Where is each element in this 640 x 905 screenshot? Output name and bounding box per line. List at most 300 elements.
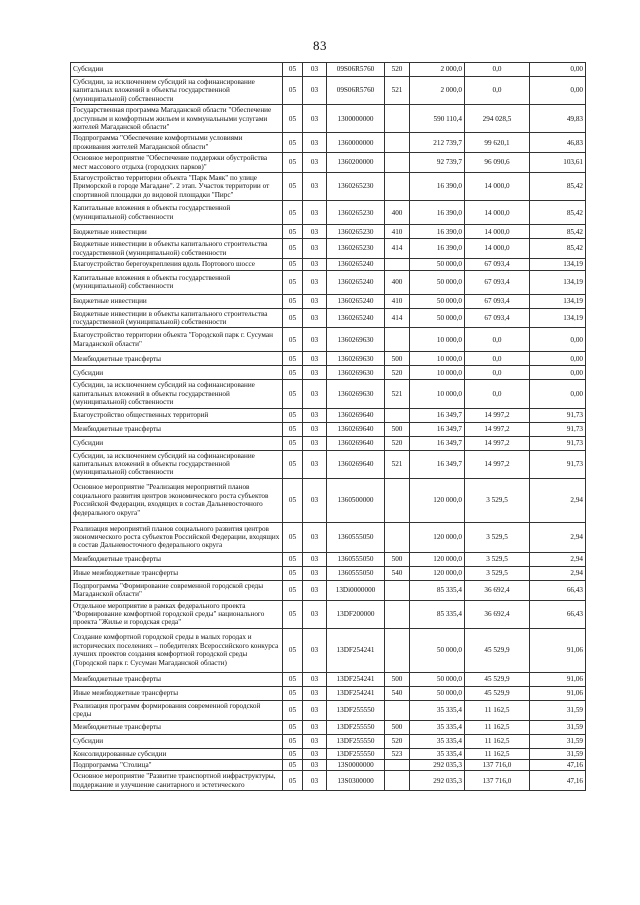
execution-percent: 2,94 [530,522,586,552]
planned-amount: 2 000,0 [410,77,465,105]
item-name: Капитальные вложения в объекты государственной (муниципальной) собственности [71,270,283,294]
table-row [71,153,586,173]
planned-amount: 120 000,0 [410,552,465,566]
subsection-code: 03 [303,63,327,77]
item-name: Основное мероприятие "Обеспечение поддержки обустройства мест массового отдыха (городских парков)" [71,153,283,173]
target-article-code: 1360500000 [327,478,385,522]
section-code: 05 [283,734,303,748]
target-article-code: 1360200000 [327,153,385,173]
subsection-code: 03 [303,734,327,748]
table-row [71,628,586,672]
planned-amount: 16 390,0 [410,225,465,239]
actual-amount: 11 162,5 [465,700,530,720]
item-name: Реализация программ формирования современной городской среды [71,700,283,720]
section-code: 05 [283,133,303,153]
section-code: 05 [283,720,303,734]
execution-percent: 47,16 [530,771,586,791]
actual-amount: 0,0 [465,352,530,366]
actual-amount: 11 162,5 [465,748,530,759]
actual-amount: 14 000,0 [465,225,530,239]
target-article-code: 1360269640 [327,436,385,450]
target-article-code: 13Di0000000 [327,580,385,600]
section-code: 05 [283,566,303,580]
item-name: Субсидии [71,436,283,450]
subsection-code: 03 [303,408,327,422]
subsection-code: 03 [303,352,327,366]
table-row [71,600,586,628]
actual-amount: 0,0 [465,328,530,352]
table-row [71,700,586,720]
section-code: 05 [283,436,303,450]
table-row [71,686,586,700]
expense-type-code [385,700,410,720]
execution-percent: 91,73 [530,450,586,478]
execution-percent: 91,73 [530,408,586,422]
expense-type-code [385,105,410,133]
planned-amount: 16 349,7 [410,408,465,422]
target-article-code: 13DF255550 [327,734,385,748]
execution-percent: 31,59 [530,700,586,720]
expense-type-code: 500 [385,422,410,436]
actual-amount: 14 000,0 [465,173,530,201]
expense-type-code: 540 [385,566,410,580]
actual-amount: 0,0 [465,380,530,408]
subsection-code: 03 [303,522,327,552]
expense-type-code: 520 [385,734,410,748]
execution-percent: 31,59 [530,734,586,748]
actual-amount: 67 093,4 [465,308,530,328]
subsection-code: 03 [303,201,327,225]
section-code: 05 [283,422,303,436]
expense-type-code: 414 [385,239,410,259]
planned-amount: 120 000,0 [410,522,465,552]
target-article-code: 1360269640 [327,450,385,478]
item-name: Благоустройство берегоукрепления вдоль Портового шоссе [71,259,283,270]
planned-amount: 590 110,4 [410,105,465,133]
actual-amount: 96 090,6 [465,153,530,173]
subsection-code: 03 [303,239,327,259]
section-code: 05 [283,760,303,771]
execution-percent: 91,06 [530,628,586,672]
subsection-code: 03 [303,720,327,734]
expense-type-code [385,771,410,791]
item-name: Создание комфортной городской среды в малых городах и исторических поселениях – победителях Всероссийского конкурса лучших проектов создания комфортной городской среды (Городской парк г. Сусуман Магаданской области) [71,628,283,672]
table-row [71,522,586,552]
item-name: Бюджетные инвестиции [71,294,283,308]
section-code: 05 [283,748,303,759]
expense-type-code: 521 [385,380,410,408]
item-name: Бюджетные инвестиции в объекты капитального строительства государственной (муниципальной) собственности [71,308,283,328]
execution-percent: 0,00 [530,77,586,105]
expense-type-code [385,760,410,771]
section-code: 05 [283,600,303,628]
actual-amount: 3 529,5 [465,478,530,522]
expense-type-code [385,259,410,270]
planned-amount: 120 000,0 [410,478,465,522]
target-article-code: 1360265240 [327,259,385,270]
execution-percent: 91,06 [530,686,586,700]
target-article-code: 1360269640 [327,422,385,436]
planned-amount: 10 000,0 [410,380,465,408]
section-code: 05 [283,328,303,352]
item-name: Межбюджетные трансферты [71,422,283,436]
planned-amount: 2 000,0 [410,63,465,77]
subsection-code: 03 [303,700,327,720]
execution-percent: 0,00 [530,380,586,408]
item-name: Основное мероприятие "Реализация мероприятий планов социального развития центров экономического роста субъектов Российской Федерации, входящих в состав Дальневосточного федерального округа" [71,478,283,522]
expense-type-code [385,580,410,600]
expense-type-code: 520 [385,366,410,380]
table-row [71,580,586,600]
section-code: 05 [283,105,303,133]
table-row [71,270,586,294]
table-row [71,450,586,478]
execution-percent: 134,19 [530,294,586,308]
item-name: Субсидии, за исключением субсидий на софинансирование капитальных вложений в объекты государственной (муниципальной) собственности [71,380,283,408]
expense-type-code [385,600,410,628]
expense-type-code [385,133,410,153]
execution-percent: 66,43 [530,580,586,600]
expense-type-code: 521 [385,77,410,105]
actual-amount: 14 997,2 [465,450,530,478]
execution-percent: 134,19 [530,270,586,294]
section-code: 05 [283,771,303,791]
subsection-code: 03 [303,771,327,791]
section-code: 05 [283,628,303,672]
section-code: 05 [283,201,303,225]
table-row [71,760,586,771]
subsection-code: 03 [303,450,327,478]
execution-percent: 66,43 [530,600,586,628]
planned-amount: 16 390,0 [410,201,465,225]
table-row [71,63,586,77]
section-code: 05 [283,522,303,552]
section-code: 05 [283,153,303,173]
item-name: Бюджетные инвестиции в объекты капитального строительства государственной (муниципальной) собственности [71,239,283,259]
item-name: Субсидии [71,734,283,748]
table-row [71,352,586,366]
actual-amount: 45 529,9 [465,672,530,686]
execution-percent: 134,19 [530,259,586,270]
table-row [71,771,586,791]
planned-amount: 10 000,0 [410,366,465,380]
target-article-code: 1360265230 [327,225,385,239]
planned-amount: 85 335,4 [410,580,465,600]
item-name: Отдельное мероприятие в рамках федерального проекта "Формирование комфортной городской среды" национального проекта "Жилье и городская среда" [71,600,283,628]
table-row [71,720,586,734]
subsection-code: 03 [303,366,327,380]
planned-amount: 50 000,0 [410,672,465,686]
target-article-code: 1360555050 [327,522,385,552]
section-code: 05 [283,700,303,720]
expense-type-code: 500 [385,552,410,566]
planned-amount: 50 000,0 [410,686,465,700]
table-body [71,63,586,791]
item-name: Консолидированные субсидии [71,748,283,759]
expense-type-code [385,153,410,173]
actual-amount: 0,0 [465,77,530,105]
table-row [71,259,586,270]
subsection-code: 03 [303,760,327,771]
planned-amount: 50 000,0 [410,294,465,308]
subsection-code: 03 [303,133,327,153]
expense-type-code: 400 [385,270,410,294]
subsection-code: 03 [303,380,327,408]
actual-amount: 14 997,2 [465,436,530,450]
execution-percent: 103,61 [530,153,586,173]
actual-amount: 45 529,9 [465,628,530,672]
actual-amount: 3 529,5 [465,552,530,566]
target-article-code: 1360265230 [327,201,385,225]
subsection-code: 03 [303,105,327,133]
execution-percent: 0,00 [530,366,586,380]
planned-amount: 50 000,0 [410,270,465,294]
table-row [71,408,586,422]
execution-percent: 47,16 [530,760,586,771]
actual-amount: 45 529,9 [465,686,530,700]
subsection-code: 03 [303,77,327,105]
item-name: Капитальные вложения в объекты государственной (муниципальной) собственности [71,201,283,225]
table-row [71,201,586,225]
item-name: Государственная программа Магаданской области "Обеспечение доступным и комфортным жильем и коммунальными услугами жителей Магаданской области" [71,105,283,133]
section-code: 05 [283,225,303,239]
target-article-code: 1360269630 [327,328,385,352]
subsection-code: 03 [303,748,327,759]
table-row [71,294,586,308]
expense-type-code: 540 [385,686,410,700]
actual-amount: 67 093,4 [465,259,530,270]
planned-amount: 10 000,0 [410,328,465,352]
item-name: Иные межбюджетные трансферты [71,686,283,700]
section-code: 05 [283,173,303,201]
actual-amount: 3 529,5 [465,566,530,580]
actual-amount: 0,0 [465,366,530,380]
subsection-code: 03 [303,153,327,173]
execution-percent: 85,42 [530,239,586,259]
planned-amount: 16 390,0 [410,239,465,259]
execution-percent: 91,06 [530,672,586,686]
planned-amount: 292 035,3 [410,771,465,791]
subsection-code: 03 [303,552,327,566]
section-code: 05 [283,352,303,366]
section-code: 05 [283,308,303,328]
target-article-code: 13DF255550 [327,720,385,734]
target-article-code: 13DF254241 [327,672,385,686]
item-name: Субсидии [71,63,283,77]
table-row [71,380,586,408]
execution-percent: 134,19 [530,308,586,328]
expense-type-code: 410 [385,225,410,239]
item-name: Подпрограмма "Формирование современной городской среды Магаданской области" [71,580,283,600]
subsection-code: 03 [303,566,327,580]
subsection-code: 03 [303,672,327,686]
table-row [71,436,586,450]
execution-percent: 31,59 [530,720,586,734]
execution-percent: 85,42 [530,173,586,201]
actual-amount: 14 997,2 [465,422,530,436]
actual-amount: 36 692,4 [465,600,530,628]
expense-type-code [385,522,410,552]
actual-amount: 14 000,0 [465,239,530,259]
actual-amount: 14 997,2 [465,408,530,422]
subsection-code: 03 [303,308,327,328]
expense-type-code: 500 [385,672,410,686]
subsection-code: 03 [303,686,327,700]
section-code: 05 [283,259,303,270]
expense-type-code: 523 [385,748,410,759]
target-article-code: 1360265240 [327,270,385,294]
section-code: 05 [283,580,303,600]
table-row [71,748,586,759]
subsection-code: 03 [303,294,327,308]
execution-percent: 91,73 [530,436,586,450]
target-article-code: 1360265230 [327,173,385,201]
execution-percent: 0,00 [530,328,586,352]
target-article-code: 1360265230 [327,239,385,259]
table-row [71,239,586,259]
item-name: Реализация мероприятий планов социального развития центров экономического роста субъектов Российской Федерации, входящих в состав Дальневосточного федерального округа [71,522,283,552]
execution-percent: 2,94 [530,552,586,566]
item-name: Основное мероприятие "Развитие транспортной инфраструктуры, поддержание и улучшение санитарного и эстетического [71,771,283,791]
table-row [71,566,586,580]
execution-percent: 85,42 [530,225,586,239]
target-article-code: 13S0300000 [327,771,385,791]
execution-percent: 91,73 [530,422,586,436]
expense-type-code [385,328,410,352]
item-name: Благоустройство общественных территорий [71,408,283,422]
actual-amount: 0,0 [465,63,530,77]
table-row [71,133,586,153]
item-name: Иные межбюджетные трансферты [71,566,283,580]
item-name: Бюджетные инвестиции [71,225,283,239]
section-code: 05 [283,270,303,294]
expense-type-code: 520 [385,63,410,77]
planned-amount: 85 335,4 [410,600,465,628]
table-row [71,422,586,436]
target-article-code: 13DF254241 [327,628,385,672]
actual-amount: 137 716,0 [465,760,530,771]
expense-type-code [385,628,410,672]
planned-amount: 35 335,4 [410,734,465,748]
target-article-code: 1360269640 [327,408,385,422]
table-row [71,173,586,201]
actual-amount: 67 093,4 [465,294,530,308]
target-article-code: 13DF254241 [327,686,385,700]
execution-percent: 2,94 [530,566,586,580]
planned-amount: 50 000,0 [410,308,465,328]
item-name: Субсидии, за исключением субсидий на софинансирование капитальных вложений в объекты государственной (муниципальной) собственности [71,450,283,478]
target-article-code: 1360269630 [327,352,385,366]
subsection-code: 03 [303,173,327,201]
subsection-code: 03 [303,600,327,628]
target-article-code: 09S06R5760 [327,63,385,77]
target-article-code: 1360265240 [327,294,385,308]
planned-amount: 16 349,7 [410,422,465,436]
expense-type-code: 521 [385,450,410,478]
item-name: Межбюджетные трансферты [71,672,283,686]
planned-amount: 92 739,7 [410,153,465,173]
budget-table [70,62,586,791]
planned-amount: 16 390,0 [410,173,465,201]
item-name: Субсидии [71,366,283,380]
section-code: 05 [283,478,303,522]
planned-amount: 10 000,0 [410,352,465,366]
execution-percent: 85,42 [530,201,586,225]
subsection-code: 03 [303,259,327,270]
table-row [71,672,586,686]
table-row [71,366,586,380]
execution-percent: 0,00 [530,352,586,366]
subsection-code: 03 [303,628,327,672]
planned-amount: 292 035,3 [410,760,465,771]
page-number: 83 [313,38,327,53]
target-article-code: 1360000000 [327,133,385,153]
expense-type-code [385,478,410,522]
table-row [71,105,586,133]
actual-amount: 99 620,1 [465,133,530,153]
actual-amount: 14 000,0 [465,201,530,225]
item-name: Межбюджетные трансферты [71,552,283,566]
section-code: 05 [283,408,303,422]
table-row [71,328,586,352]
subsection-code: 03 [303,580,327,600]
expense-type-code: 520 [385,436,410,450]
expense-type-code: 410 [385,294,410,308]
section-code: 05 [283,63,303,77]
subsection-code: 03 [303,270,327,294]
table-row [71,478,586,522]
target-article-code: 13DF255550 [327,700,385,720]
expense-type-code: 400 [385,201,410,225]
expense-type-code: 414 [385,308,410,328]
target-article-code: 1300000000 [327,105,385,133]
section-code: 05 [283,380,303,408]
item-name: Благоустройство территории объекта "Городской парк г. Сусуман Магаданской области" [71,328,283,352]
target-article-code: 1360555050 [327,552,385,566]
expense-type-code [385,408,410,422]
expense-type-code: 500 [385,720,410,734]
target-article-code: 1360269630 [327,366,385,380]
subsection-code: 03 [303,436,327,450]
item-name: Межбюджетные трансферты [71,352,283,366]
planned-amount: 212 739,7 [410,133,465,153]
target-article-code: 1360265240 [327,308,385,328]
item-name: Субсидии, за исключением субсидий на софинансирование капитальных вложений в объекты государственной (муниципальной) собственности [71,77,283,105]
table-row [71,552,586,566]
actual-amount: 67 093,4 [465,270,530,294]
item-name: Подпрограмма "Столица" [71,760,283,771]
target-article-code: 1360555050 [327,566,385,580]
execution-percent: 2,94 [530,478,586,522]
planned-amount: 50 000,0 [410,259,465,270]
section-code: 05 [283,686,303,700]
section-code: 05 [283,366,303,380]
execution-percent: 31,59 [530,748,586,759]
actual-amount: 137 716,0 [465,771,530,791]
target-article-code: 13DF255550 [327,748,385,759]
table-row [71,225,586,239]
table-row [71,308,586,328]
section-code: 05 [283,77,303,105]
planned-amount: 16 349,7 [410,436,465,450]
section-code: 05 [283,552,303,566]
section-code: 05 [283,239,303,259]
expense-type-code: 500 [385,352,410,366]
subsection-code: 03 [303,328,327,352]
expense-type-code [385,173,410,201]
planned-amount: 16 349,7 [410,450,465,478]
planned-amount: 35 335,4 [410,748,465,759]
